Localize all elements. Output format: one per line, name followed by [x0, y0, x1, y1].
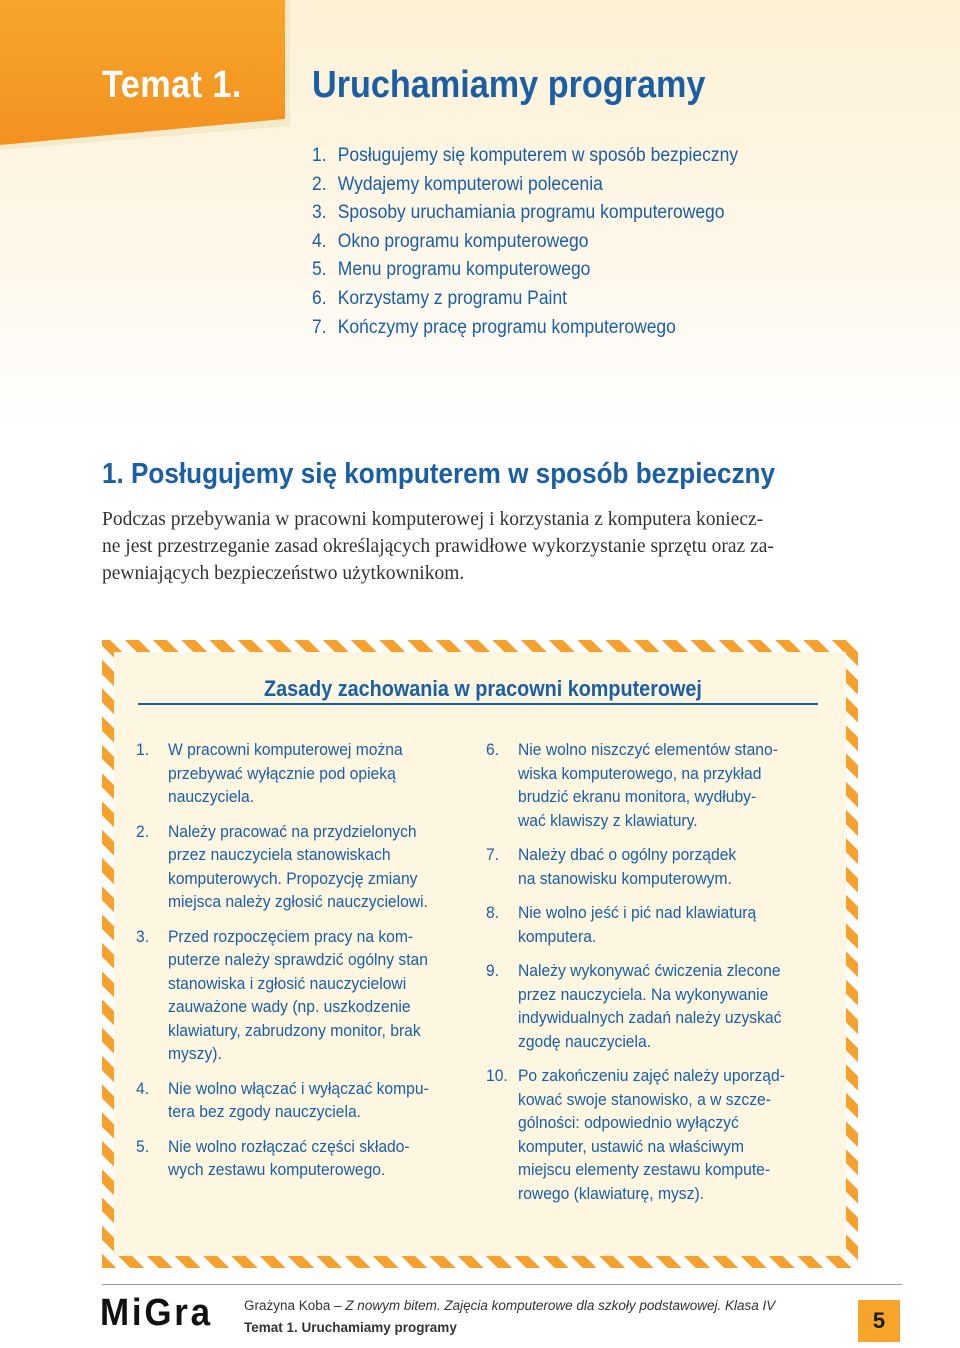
topic-label: Temat 1.	[102, 64, 242, 106]
rule-item	[136, 1135, 476, 1182]
toc-item: 6. Korzystamy z programu Paint	[312, 287, 568, 309]
rule-item	[486, 843, 826, 890]
footer-divider	[102, 1284, 902, 1285]
footer-topic: Temat 1. Uruchamiamy programy	[244, 1320, 457, 1335]
rule-number: 6.	[486, 740, 500, 759]
table-of-contents	[312, 142, 738, 342]
toc-item: 2. Wydajemy komputerowi polecenia	[312, 173, 603, 195]
rule-text: Należy dbać o ogólny porządek na stanowisku komputerowym.	[518, 845, 737, 888]
publisher-logo: MiGra	[100, 1292, 213, 1334]
rule-item	[486, 738, 826, 832]
rule-number: 7.	[486, 845, 500, 864]
rule-number: 2.	[136, 821, 150, 841]
toc-item: 7. Kończymy pracę programu komputerowego	[312, 316, 676, 338]
footer-credit: Grażyna Koba – Z nowym bitem. Zajęcia komputerowe dla szkoły podstawowej. Klasa IV	[244, 1298, 776, 1313]
toc-item: 5. Menu programu komputerowego	[312, 259, 591, 281]
rule-item	[136, 820, 476, 914]
rule-number: 3.	[136, 926, 150, 946]
rule-text: Nie wolno niszczyć elementów stano- wiska komputerowego, na przykład brudzić ekranu monitora, wydłuby- wać klawiszy z klawiatury.	[518, 740, 778, 830]
rule-number: 9.	[486, 961, 500, 980]
rules-list-right	[486, 738, 826, 1216]
rule-item	[136, 738, 476, 809]
rule-number: 8.	[486, 903, 500, 922]
rule-item	[486, 959, 826, 1053]
rule-text: Nie wolno jeść i pić nad klawiaturą komputera.	[518, 903, 757, 946]
rule-text: Nie wolno włączać i wyłączać kompu- tera bez zgody nauczyciela.	[168, 1078, 429, 1121]
page-title: Uruchamiamy programy	[312, 64, 706, 106]
rules-list-left	[136, 738, 476, 1193]
page-number: 5	[858, 1300, 900, 1342]
rule-number: 5.	[136, 1136, 150, 1156]
rules-divider	[138, 703, 818, 705]
toc-item: 1. Posługujemy się komputerem w sposób bezpieczny	[312, 145, 739, 166]
toc-item: 4. Okno programu komputerowego	[312, 230, 589, 252]
rule-number: 4.	[136, 1078, 150, 1098]
rule-number: 10.	[486, 1066, 508, 1085]
rule-item	[136, 1077, 476, 1124]
rule-number: 1.	[136, 740, 150, 759]
rules-title: Zasady zachowania w pracowni komputerowej	[264, 676, 702, 701]
rule-text: Należy wykonywać ćwiczenia zlecone przez nauczyciela. Na wykonywanie indywidualnych zadań należy uzyskać zgodę nauczyciela.	[518, 961, 782, 1051]
toc-item: 3. Sposoby uruchamiania programu komputerowego	[312, 202, 725, 224]
rule-text: Przed rozpoczęciem pracy na kom- puterze należy sprawdzić ogólny stan stanowiska i zgłosić nauczycielowi zauważone wady (np. uszkodzenie klawiatury, zabrudzony monitor, brak myszy).	[168, 926, 428, 1063]
rule-item	[486, 1064, 826, 1205]
rule-item	[136, 925, 476, 1066]
rule-text: Nie wolno rozłączać części składo- wych zestawu komputerowego.	[168, 1136, 410, 1179]
rule-item	[486, 901, 826, 948]
rule-text: Po zakończeniu zajęć należy uporząd- kować swoje stanowisko, a w szcze- gólności: odpowiednio wyłączyć komputer, ustawić na właściwym miejscu elementy zestawu kompute- rowego (klawiaturę, mysz).	[518, 1066, 785, 1203]
rule-text: Należy pracować na przydzielonych przez nauczyciela stanowiskach komputerowych. Propozycję zmiany miejsca należy zgłosić nauczycielowi.	[168, 821, 428, 911]
intro-paragraph: Podczas przebywania w pracowni komputerowej i korzystania z komputera koniecz- ne jest przestrzeganie zasad określających prawidłowe wykorzystanie sprzętu oraz za- pewniających bezpieczeństwo użytkownikom.	[102, 509, 774, 584]
rule-text: W pracowni komputerowej można przebywać wyłącznie pod opieką nauczyciela.	[168, 740, 403, 806]
section-heading: 1. Posługujemy się komputerem w sposób bezpieczny	[102, 458, 775, 490]
